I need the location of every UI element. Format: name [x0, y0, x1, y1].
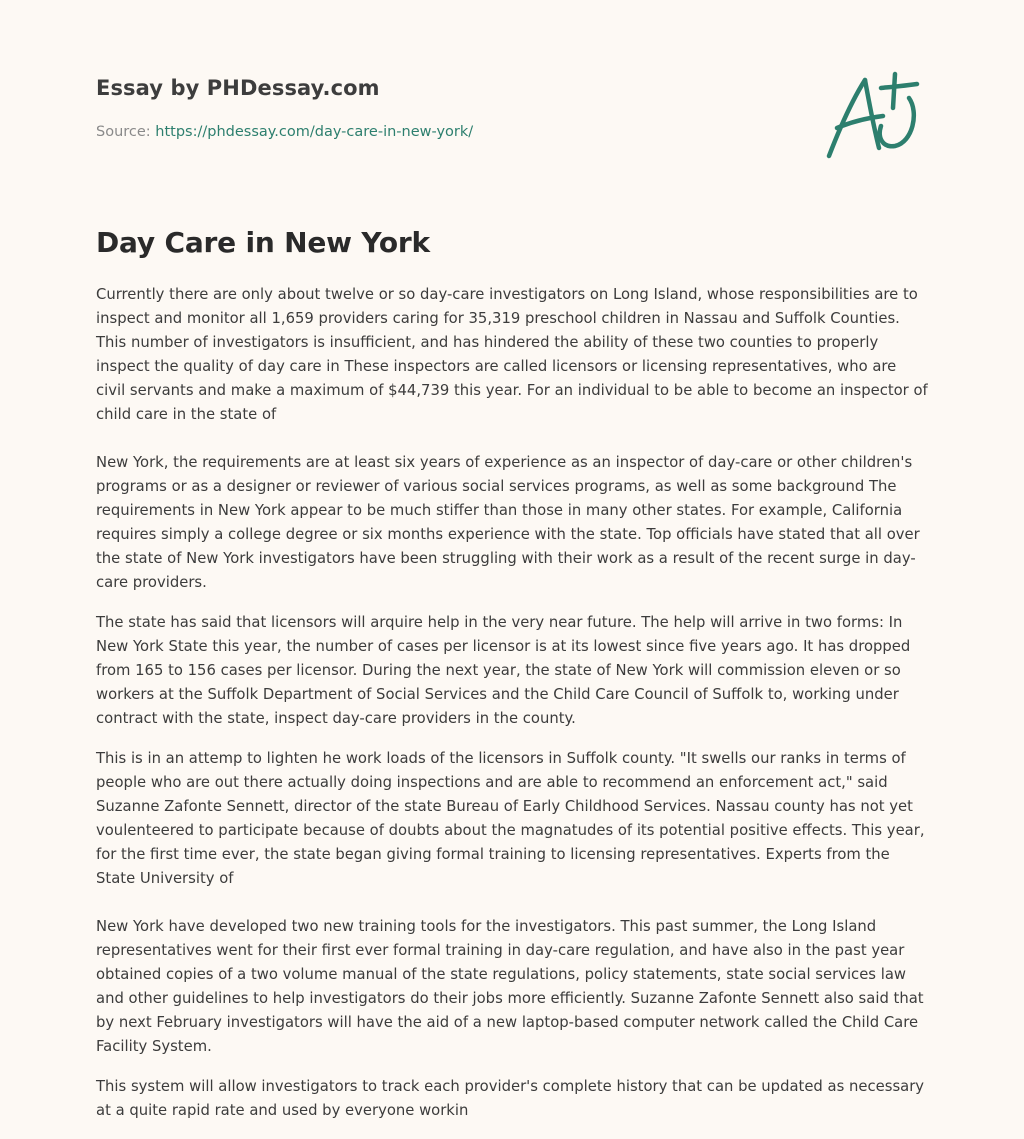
essay-paragraph: New York have developed two new training tools for the investigators. This past summer, the Long Island representatives went for their first ever formal training in day-care regulation, and have also in the past year obtained copies of a two volume manual of the state regulations, policy statements, state social services law and other guidelines to help investigators do their jobs more efficiently. Suzanne Zafonte Sennett also said that by next February investigators will have the aid of a new laptop-based computer network called the Child Care Facility System. — [96, 918, 924, 1055]
source-label: Source: — [96, 124, 151, 140]
essay-title: Day Care in New York — [96, 226, 430, 259]
essay-paragraph: This system will allow investigators to track each provider's complete history that can be updated as necessary at a quite rapid rate and used by everyone workin — [96, 1078, 925, 1119]
essay-paragraph: This is in an attemp to lighten he work loads of the licensors in Suffolk county. "It swells our ranks in terms of people who are out there actually doing inspections and are able to recommend an enforcement act," said Suzanne Zafonte Sennett, director of the state Bureau of Early Childhood Services. Nassau county has not yet voulenteered to participate because of doubts about the magnatudes of its potential positive effects. This year, for the first time ever, the state began giving formal training to licensing representatives. Experts from the State University of — [96, 750, 925, 887]
essay-body — [96, 283, 930, 1139]
a-plus-logo-icon — [825, 68, 925, 164]
page-header — [96, 0, 930, 200]
essay-page — [96, 0, 930, 1119]
source-link[interactable]: https://phdessay.com/day-care-in-new-york/ — [155, 124, 474, 140]
brand-title: Essay by PHDessay.com — [96, 76, 380, 100]
essay-paragraph: New York, the requirements are at least six years of experience as an inspector of day-care or other children's programs or as a designer or reviewer of various social services programs, as well as some background The requirements in New York appear to be much stiffer than those in many other states. For example, California requires simply a college degree or six months experience with the state. Top officials have stated that all over the state of New York investigators have been struggling with their work as a result of the recent surge in day-care providers. — [96, 454, 920, 591]
source-line — [96, 124, 473, 140]
essay-paragraph: The state has said that licensors will arquire help in the very near future. The help will arrive in two forms: In New York State this year, the number of cases per licensor is at its lowest since five years ago. It has dropped from 165 to 156 cases per licensor. During the next year, the state of New York will commission eleven or so workers at the Suffolk Department of Social Services and the Child Care Council of Suffolk to, working under contract with the state, inspect day-care providers in the county. — [96, 614, 911, 727]
essay-paragraph: Currently there are only about twelve or so day-care investigators on Long Island, whose responsibilities are to inspect and monitor all 1,659 providers caring for 35,319 preschool children in Nassau and Suffolk Counties. This number of investigators is insufficient, and has hindered the ability of these two counties to properly inspect the quality of day care in These inspectors are called licensors or licensing representatives, who are civil servants and make a maximum of $44,739 this year. For an individual to be able to become an inspector of child care in the state of — [96, 286, 928, 423]
